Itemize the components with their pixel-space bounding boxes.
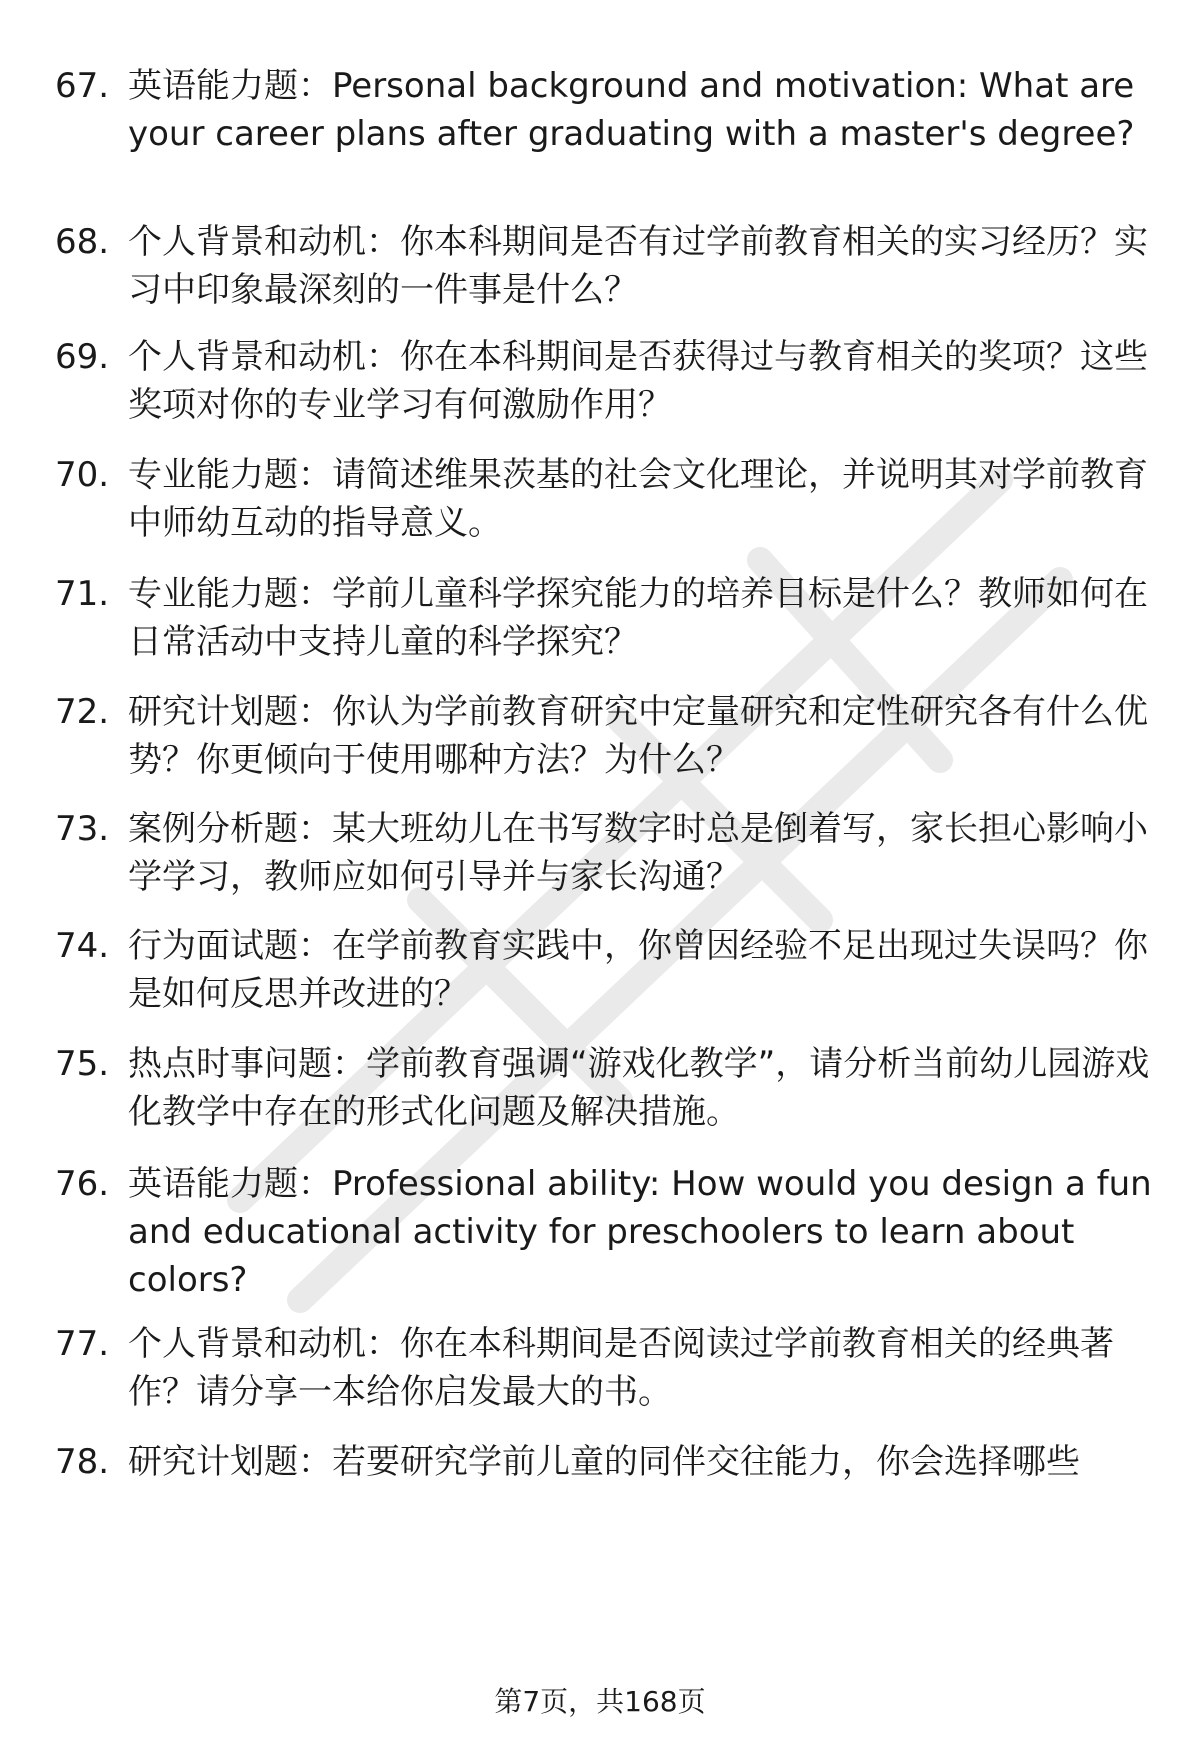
question-text: 研究计划题：你认为学前教育研究中定量研究和定性研究各有什么优势？你更倾向于使用哪种方法？为什么？ <box>128 692 1148 780</box>
question-number: 75. <box>55 1044 110 1084</box>
question-text: 案例分析题：某大班幼儿在书写数字时总是倒着写，家长担心影响小学学习，教师应如何引导并与家长沟通？ <box>128 809 1148 897</box>
question-text: 英语能力题：Personal background and motivation: What are your career plans after graduating with a master's degree? <box>128 66 1135 154</box>
question-text: 个人背景和动机：你在本科期间是否获得过与教育相关的奖项？这些奖项对你的专业学习有何激励作用？ <box>128 337 1148 425</box>
question-text: 热点时事问题：学前教育强调“游戏化教学”，请分析当前幼儿园游戏化教学中存在的形式化问题及解决措施。 <box>128 1044 1150 1132</box>
question-number: 68. <box>55 222 110 262</box>
question-text: 英语能力题：Professional ability: How would you design a fun and educational activity for preschoolers to learn about colors? <box>128 1164 1152 1300</box>
question-number: 77. <box>55 1324 110 1364</box>
question-number: 67. <box>55 66 110 106</box>
question-number: 76. <box>55 1164 110 1204</box>
question-number: 73. <box>55 809 110 849</box>
question-number: 78. <box>55 1442 110 1482</box>
question-text: 个人背景和动机：你本科期间是否有过学前教育相关的实习经历？实习中印象最深刻的一件事是什么？ <box>128 222 1148 310</box>
question-number: 72. <box>55 692 110 732</box>
question-number: 71. <box>55 574 110 614</box>
question-number: 70. <box>55 455 110 495</box>
question-number: 74. <box>55 926 110 966</box>
page-footer: 第7页，共168页 <box>494 1685 706 1718</box>
question-text: 个人背景和动机：你在本科期间是否阅读过学前教育相关的经典著作？请分享一本给你启发最大的书。 <box>128 1324 1114 1412</box>
question-text: 专业能力题：请简述维果茨基的社会文化理论，并说明其对学前教育中师幼互动的指导意义。 <box>128 455 1148 543</box>
question-text: 行为面试题：在学前教育实践中，你曾因经验不足出现过失误吗？你是如何反思并改进的？ <box>128 926 1148 1014</box>
question-text: 研究计划题：若要研究学前儿童的同伴交往能力，你会选择哪些 <box>128 1442 1080 1482</box>
question-number: 69. <box>55 337 110 377</box>
question-text: 专业能力题：学前儿童科学探究能力的培养目标是什么？教师如何在日常活动中支持儿童的科学探究？ <box>128 574 1148 662</box>
